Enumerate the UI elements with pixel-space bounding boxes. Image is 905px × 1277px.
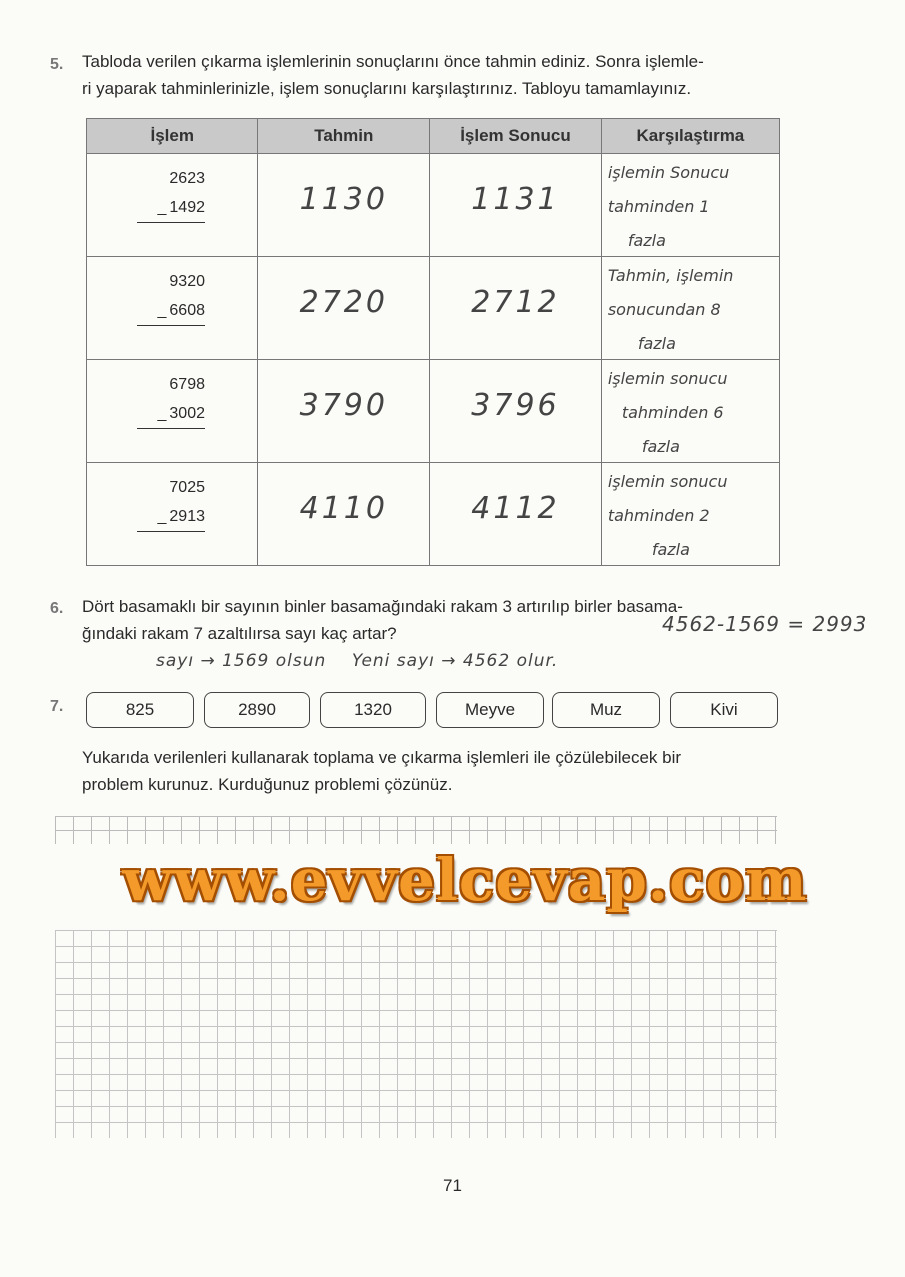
comparison-line: tahminden 6 [621, 403, 724, 422]
estimate-value: 3790 [299, 388, 388, 423]
comparison-line: fazla [637, 334, 676, 353]
result-value: 2712 [471, 285, 560, 320]
comparison-line: fazla [651, 540, 690, 559]
estimate-cell [258, 360, 430, 463]
comparison-line: Tahmin, işlemin [607, 266, 734, 285]
given-values-boxes [86, 692, 778, 730]
result-cell [430, 463, 602, 566]
header-tahmin: Tahmin [258, 119, 430, 154]
result-cell [430, 257, 602, 360]
question-7-number: 7. [50, 698, 64, 715]
question-5-text-line1: Tabloda verilen çıkarma işlemlerinin sonuçlarını önce tahmin ediniz. Sonra işlemle- [82, 52, 704, 71]
estimate-cell [258, 463, 430, 566]
subtraction-table [86, 118, 780, 566]
comparison-line: fazla [641, 437, 680, 456]
table-row [87, 154, 780, 257]
estimate-value: 4110 [299, 491, 388, 526]
question-5-number: 5. [50, 56, 64, 73]
operation-cell: 2623 _ 1492 [87, 154, 258, 257]
handwritten-note: sayı → 1569 olsun Yeni sayı → 4562 olur. [156, 651, 559, 671]
estimate-cell [258, 154, 430, 257]
result-value: 1131 [471, 182, 560, 217]
question-6-text-line1: Dört basamaklı bir sayının binler basamağındaki rakam 3 artırılıp birler basama- [82, 597, 683, 616]
subtrahend: 2913 [169, 508, 205, 525]
operation-cell: 9320 _ 6608 [87, 257, 258, 360]
comparison-line: işlemin sonucu [607, 472, 728, 491]
table-row [87, 463, 780, 566]
value-box: Muz [552, 692, 660, 728]
value-box: 825 [86, 692, 194, 728]
comparison-cell [601, 463, 779, 566]
estimate-cell [258, 257, 430, 360]
subtrahend: 3002 [169, 405, 205, 422]
header-islem: İşlem [87, 119, 258, 154]
question-6-number: 6. [50, 600, 64, 617]
value-box: Kivi [670, 692, 778, 728]
comparison-line: tahminden 1 [607, 197, 710, 216]
comparison-line: işlemin sonucu [607, 369, 728, 388]
comparison-cell [601, 360, 779, 463]
subtrahend: 6608 [169, 302, 205, 319]
header-karsilastirma: Karşılaştırma [601, 119, 779, 154]
result-value: 4112 [471, 491, 560, 526]
minuend: 7025 [169, 479, 205, 496]
question-7-text-line2: problem kurunuz. Kurduğunuz problemi çözünüz. [82, 775, 453, 794]
comparison-line: fazla [627, 231, 666, 250]
minuend: 6798 [169, 376, 205, 393]
minuend: 2623 [169, 170, 205, 187]
answer-grid [55, 930, 777, 1138]
value-box: 1320 [320, 692, 426, 728]
question-6-text [82, 593, 683, 647]
operation-cell: 6798 _ 3002 [87, 360, 258, 463]
subtrahend: 1492 [169, 199, 205, 216]
value-box: 2890 [204, 692, 310, 728]
comparison-line: tahminden 2 [607, 506, 710, 525]
result-value: 3796 [471, 388, 560, 423]
comparison-cell [601, 257, 779, 360]
comparison-line: işlemin Sonucu [607, 163, 730, 182]
operation-cell: 7025 _ 2913 [87, 463, 258, 566]
estimate-value: 1130 [299, 182, 388, 217]
question-6-text-line2: ğındaki rakam 7 azaltılırsa sayı kaç artar? [82, 624, 397, 643]
question-7-text [82, 744, 681, 798]
result-cell [430, 154, 602, 257]
result-cell [430, 360, 602, 463]
value-box: Meyve [436, 692, 544, 728]
header-islem-sonucu: İşlem Sonucu [430, 119, 602, 154]
table-row [87, 257, 780, 360]
comparison-line: sonucundan 8 [607, 300, 721, 319]
question-7-text-line1: Yukarıda verilenleri kullanarak toplama ve çıkarma işlemleri ile çözülebilecek bir [82, 748, 682, 767]
estimate-value: 2720 [299, 285, 388, 320]
question-5-text-line2: ri yaparak tahminlerinizle, işlem sonuçlarını karşılaştırınız. Tabloyu tamamlayınız. [82, 79, 692, 98]
table-row [87, 360, 780, 463]
answer-grid-top [55, 816, 777, 844]
page-number: 71 [443, 1176, 462, 1195]
watermark-logo: www.evvelcevap.com [122, 846, 808, 914]
comparison-cell [601, 154, 779, 257]
question-5-text [82, 48, 704, 102]
minuend: 9320 [169, 273, 205, 290]
handwritten-answer: 4562-1569 = 2993 [662, 612, 868, 636]
